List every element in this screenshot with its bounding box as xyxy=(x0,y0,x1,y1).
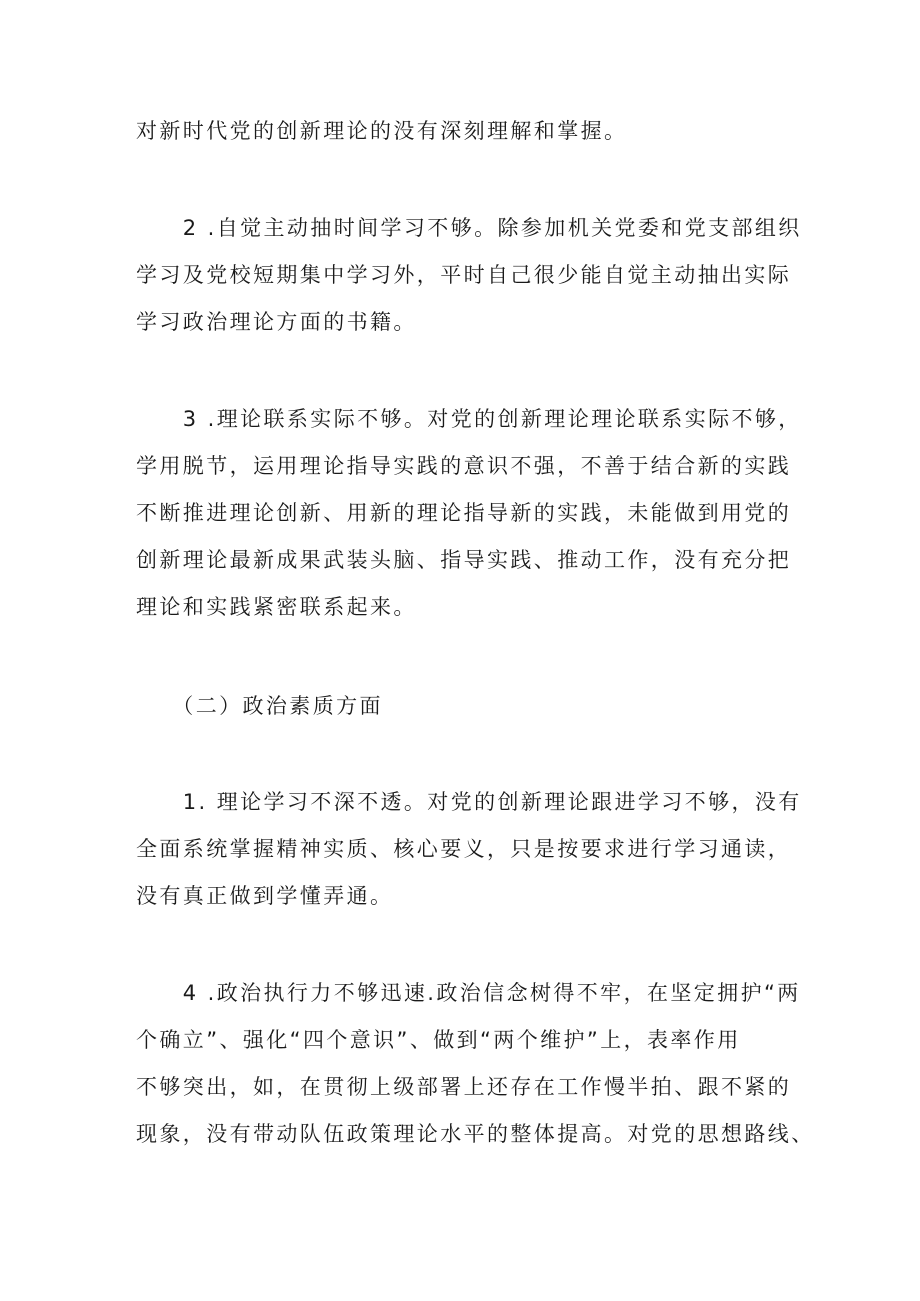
section-heading-political-quality xyxy=(136,683,796,730)
text-line: 没有真正做到学懂弄通。 xyxy=(136,884,394,908)
text-line: 创新理论最新成果武装头脑、指导实践、推动工作，没有充分把 xyxy=(136,548,792,572)
text-line: 理论和实践紧密联系起来。 xyxy=(136,595,417,619)
paragraph-item-1-theory-study xyxy=(136,779,802,920)
text-line: 不够突出，如，在贯彻上级部署上还存在工作慢半拍、跟不紧的 xyxy=(136,1075,792,1099)
text-line: 4 .政治执行力不够迅速.政治信念树得不牢，在坚定拥护“两 xyxy=(136,981,801,1005)
text-line: 学用脱节，运用理论指导实践的意识不强，不善于结合新的实践 xyxy=(136,454,792,478)
paragraph-continuation xyxy=(136,108,796,155)
text-line: 对新时代党的创新理论的没有深刻理解和掌握。 xyxy=(136,119,628,143)
paragraph-item-4-execution xyxy=(136,970,815,1158)
text-line: 全面系统掌握精神实质、核心要义，只是按要求进行学习通读， xyxy=(136,837,792,861)
text-line: 不断推进理论创新、用新的理论指导新的实践，未能做到用党的 xyxy=(136,501,792,525)
text-line: 学习及党校短期集中学习外，平时自己很少能自觉主动抽出实际 xyxy=(136,263,792,287)
paragraph-item-2-self-study xyxy=(136,205,802,346)
text-line: 个确立”、强化“四个意识”、做到“两个维护”上，表率作用 xyxy=(136,1028,741,1052)
text-line: 现象，没有带动队伍政策理论水平的整体提高。对党的思想路线、 xyxy=(136,1122,815,1146)
heading-line: （二）政治素质方面 xyxy=(136,694,383,718)
paragraph-item-3-theory-practice xyxy=(136,396,802,631)
text-line: 学习政治理论方面的书籍。 xyxy=(136,310,417,334)
text-line: 3 .理论联系实际不够。对党的创新理论理论联系实际不够， xyxy=(136,407,802,431)
text-line: 2 .自觉主动抽时间学习不够。除参加机关党委和党支部组织 xyxy=(136,216,802,240)
text-line: 1. 理论学习不深不透。对党的创新理论跟进学习不够，没有 xyxy=(136,790,802,814)
